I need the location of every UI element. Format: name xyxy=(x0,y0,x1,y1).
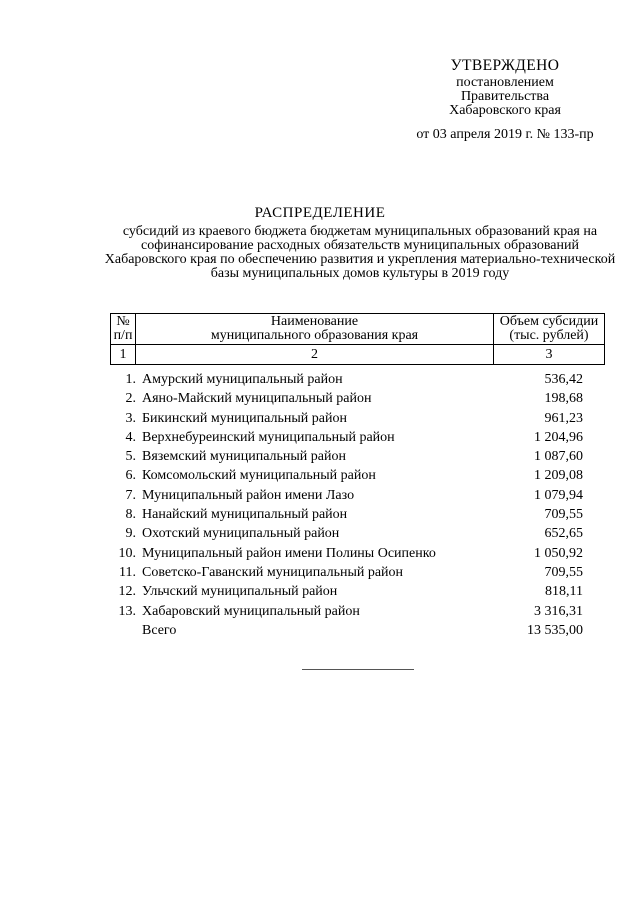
table-header xyxy=(110,313,605,365)
row-name: Охотский муниципальный район xyxy=(142,526,340,542)
row-number: 11. xyxy=(119,564,136,580)
row-number: 9. xyxy=(125,526,136,542)
header-number: № п/п xyxy=(111,314,136,345)
row-amount: 536,42 xyxy=(544,372,583,387)
row-amount: 3 316,31 xyxy=(534,603,583,619)
approval-line: Правительства xyxy=(460,89,550,104)
row-number: 8. xyxy=(125,507,136,523)
document-title: РАСПРЕДЕЛЕНИЕ xyxy=(254,205,386,221)
row-amount: 1 204,96 xyxy=(534,429,583,445)
row-number: 5. xyxy=(125,449,136,465)
row-number: 6. xyxy=(125,468,136,484)
approval-title: УТВЕРЖДЕНО xyxy=(450,57,560,74)
row-amount: 652,65 xyxy=(544,526,583,542)
row-amount: 818,11 xyxy=(545,584,583,600)
approval-stamp xyxy=(390,56,620,143)
row-name: Верхнебуреинский муниципальный район xyxy=(142,429,395,445)
row-name: Бикинский муниципальный район xyxy=(142,410,347,426)
table-row xyxy=(110,544,605,563)
header-name: Наименование муниципального образования края xyxy=(136,314,494,345)
table-row xyxy=(110,582,605,601)
total-label: Всего xyxy=(142,622,177,638)
table-row xyxy=(110,389,605,408)
approval-line: постановлением xyxy=(456,75,554,90)
table-row xyxy=(110,409,605,428)
table-row xyxy=(110,486,605,505)
row-number: 1. xyxy=(125,372,136,387)
row-amount: 1 079,94 xyxy=(534,487,583,503)
row-amount: 198,68 xyxy=(544,391,583,407)
table-row xyxy=(110,428,605,447)
table-row xyxy=(110,370,605,389)
separator-line xyxy=(302,669,414,670)
approval-line: Хабаровского края xyxy=(449,103,561,118)
table-body xyxy=(110,370,605,640)
row-name: Аяно-Майский муниципальный район xyxy=(142,391,372,407)
total-amount: 13 535,00 xyxy=(527,622,583,638)
row-amount: 1 209,08 xyxy=(534,468,583,484)
table-row xyxy=(110,466,605,485)
row-amount: 961,23 xyxy=(544,410,583,426)
row-amount: 709,55 xyxy=(544,564,583,580)
row-name: Советско-Гаванский муниципальный район xyxy=(142,564,404,580)
row-amount: 1 050,92 xyxy=(534,545,583,561)
row-name: Ульчский муниципальный район xyxy=(142,584,338,600)
row-amount: 709,55 xyxy=(544,507,583,523)
column-number: 3 xyxy=(494,345,605,365)
row-name: Амурский муниципальный район xyxy=(142,372,343,387)
row-name: Муниципальный район имени Полины Осипенко xyxy=(142,545,436,561)
row-name: Хабаровский муниципальный район xyxy=(142,603,360,619)
row-name: Вяземский муниципальный район xyxy=(142,449,346,465)
table-row xyxy=(110,447,605,466)
row-amount: 1 087,60 xyxy=(534,449,583,465)
approval-date: от 03 апреля 2019 г. № 133-пр xyxy=(416,127,594,142)
document-subtitle: субсидий из краевого бюджета бюджетам муниципальных образований края на софинансирование расходных обязательств муниципальных образований Хабаровского края по обеспечению развития и укрепления материально-технической базы муниципальных домов культуры в 2019 году xyxy=(104,224,616,281)
row-name: Нанайский муниципальный район xyxy=(142,507,348,523)
column-number: 2 xyxy=(136,345,494,365)
row-number: 10. xyxy=(118,545,136,561)
row-number: 2. xyxy=(125,391,136,407)
row-number: 4. xyxy=(125,429,136,445)
table-row xyxy=(110,602,605,621)
total-row xyxy=(110,621,605,640)
row-number: 3. xyxy=(125,410,136,426)
column-number: 1 xyxy=(111,345,136,365)
row-name: Комсомольский муниципальный район xyxy=(142,468,376,484)
table-row xyxy=(110,524,605,543)
table-row xyxy=(110,563,605,582)
header-amount: Объем субсидии (тыс. рублей) xyxy=(494,314,605,345)
row-name: Муниципальный район имени Лазо xyxy=(142,487,355,503)
row-number: 13. xyxy=(118,603,136,619)
row-number: 7. xyxy=(125,487,136,503)
table-row xyxy=(110,505,605,524)
row-number: 12. xyxy=(118,584,136,600)
